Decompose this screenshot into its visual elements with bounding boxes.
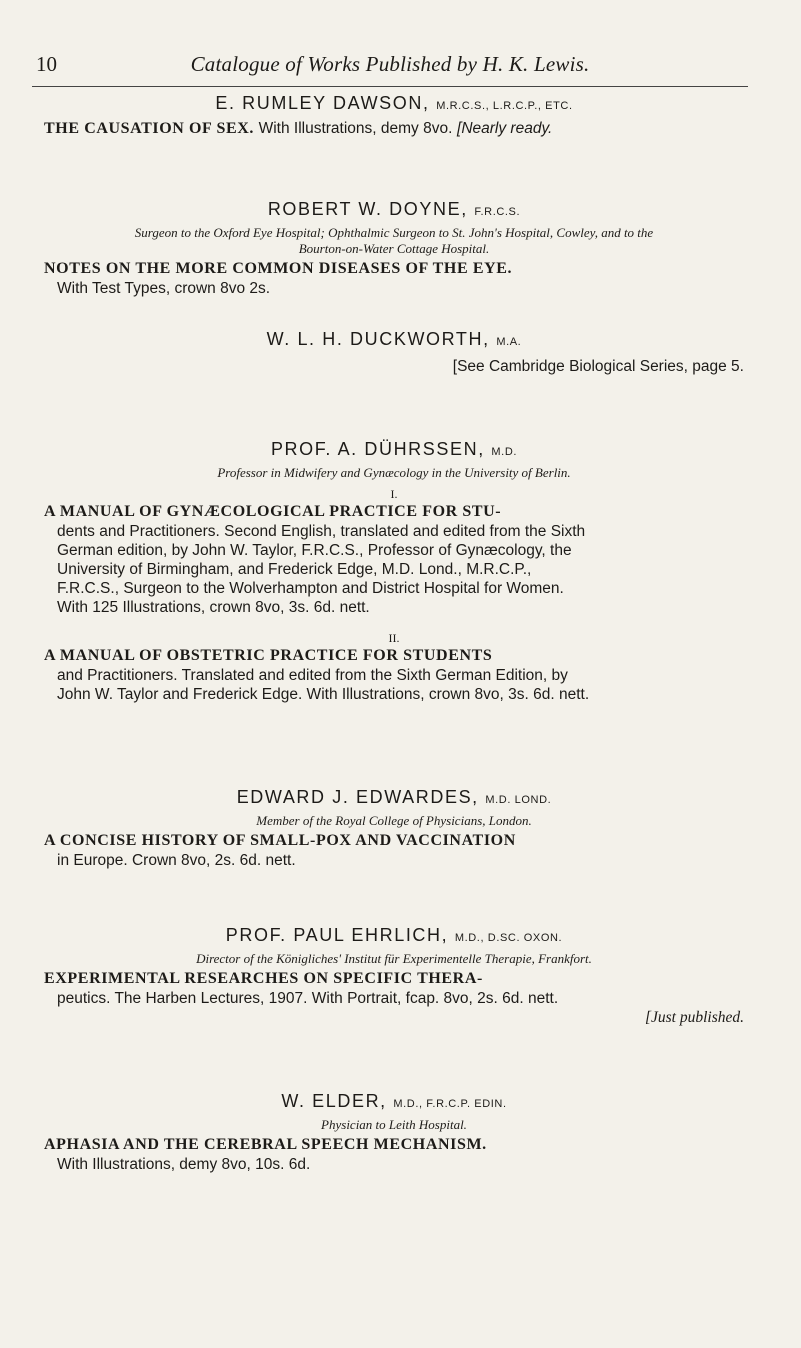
author-credentials: M.D.	[491, 446, 518, 458]
author-heading	[44, 438, 744, 463]
author-name: PROF. PAUL EHRLICH,	[225, 925, 449, 945]
work-title: A MANUAL OF OBSTETRIC PRACTICE FOR STUDENTS	[44, 647, 493, 664]
author-description: Surgeon to the Oxford Eye Hospital; Ophthalmic Surgeon to St. John's Hospital, Cowley, and to the	[134, 225, 654, 240]
author-credentials: M.D., F.R.C.P. EDIN.	[393, 1098, 507, 1110]
author-name: W. L. H. DUCKWORTH,	[266, 329, 490, 349]
work-details: German edition, by John W. Taylor, F.R.C.S., Professor of Gynæcology, the	[57, 542, 572, 559]
work-details: With Test Types, crown 8vo 2s.	[57, 280, 271, 297]
entry-doyne	[44, 198, 744, 298]
entry-edwardes	[44, 786, 744, 870]
work-title: THE CAUSATION OF SEX.	[44, 120, 254, 137]
author-description: Professor in Midwifery and Gynæcology in the University of Berlin.	[217, 465, 571, 480]
author-description: Director of the Königliches' Institut für Experimentelle Therapie, Frankfort.	[196, 951, 592, 966]
author-description: Physician to Leith Hospital.	[321, 1117, 467, 1132]
work-title: A MANUAL OF GYNÆCOLOGICAL PRACTICE FOR STU-	[44, 503, 502, 520]
author-credentials: M.D. LOND.	[485, 794, 552, 806]
author-heading	[44, 786, 744, 811]
work-details: peutics. The Harben Lectures, 1907. With Portrait, fcap. 8vo, 2s. 6d. nett.	[57, 990, 559, 1007]
work-details: With 125 Illustrations, crown 8vo, 3s. 6d. nett.	[57, 599, 370, 616]
publication-status: [Nearly ready.	[457, 120, 553, 137]
work-title: APHASIA AND THE CEREBRAL SPEECH MECHANISM.	[44, 1136, 487, 1153]
work-details: With Illustrations, demy 8vo, 10s. 6d.	[57, 1156, 311, 1173]
work-details: and Practitioners. Translated and edited from the Sixth German Edition, by	[57, 667, 568, 684]
author-name: EDWARD J. EDWARDES,	[236, 787, 479, 807]
author-heading	[44, 328, 744, 353]
author-name: ROBERT W. DOYNE,	[267, 199, 468, 219]
entry-ehrlich	[44, 924, 744, 1027]
author-name: PROF. A. DÜHRSSEN,	[270, 439, 485, 459]
work-title-line	[44, 119, 744, 139]
author-heading	[44, 92, 744, 117]
page-header	[32, 52, 748, 87]
cross-reference-note: [See Cambridge Biological Series, page 5.	[452, 358, 744, 375]
author-description: Member of the Royal College of Physicians, London.	[256, 813, 532, 828]
author-name: W. ELDER,	[281, 1091, 387, 1111]
work-numeral: I.	[390, 487, 398, 501]
publication-status: [Just published.	[644, 1009, 744, 1026]
work-details: in Europe. Crown 8vo, 2s. 6d. nett.	[57, 852, 296, 869]
work-details: University of Birmingham, and Frederick Edge, M.D. Lond., M.R.C.P.,	[57, 561, 532, 578]
work-details: With Illustrations, demy 8vo.	[258, 120, 453, 137]
entry-elder	[44, 1090, 744, 1174]
author-heading	[44, 198, 744, 223]
author-credentials: M.R.C.S., L.R.C.P., ETC.	[436, 100, 573, 112]
work-numeral: II.	[388, 631, 400, 645]
author-credentials: M.A.	[496, 336, 522, 348]
page-number: 10	[36, 52, 57, 76]
work-details: F.R.C.S., Surgeon to the Wolverhampton and District Hospital for Women.	[57, 580, 564, 597]
work-title: NOTES ON THE MORE COMMON DISEASES OF THE EYE.	[44, 260, 513, 277]
author-heading	[44, 924, 744, 949]
author-credentials: M.D., D.SC. OXON.	[454, 932, 563, 944]
author-credentials: F.R.C.S.	[474, 206, 521, 218]
entry-duckworth	[44, 328, 744, 376]
work-details: John W. Taylor and Frederick Edge. With Illustrations, crown 8vo, 3s. 6d. nett.	[57, 686, 590, 703]
running-title: Catalogue of Works Published by H. K. Lewis.	[190, 52, 590, 76]
author-heading	[44, 1090, 744, 1115]
entry-dawson	[44, 92, 744, 139]
work-title: EXPERIMENTAL RESEARCHES ON SPECIFIC THERA-	[44, 970, 483, 987]
work-details: dents and Practitioners. Second English, translated and edited from the Sixth	[57, 523, 586, 540]
work-title: A CONCISE HISTORY OF SMALL-POX AND VACCINATION	[44, 832, 516, 849]
entry-duhrssen	[44, 438, 744, 704]
author-description: Bourton-on-Water Cottage Hospital.	[298, 241, 490, 256]
author-name: E. RUMLEY DAWSON,	[215, 93, 430, 113]
